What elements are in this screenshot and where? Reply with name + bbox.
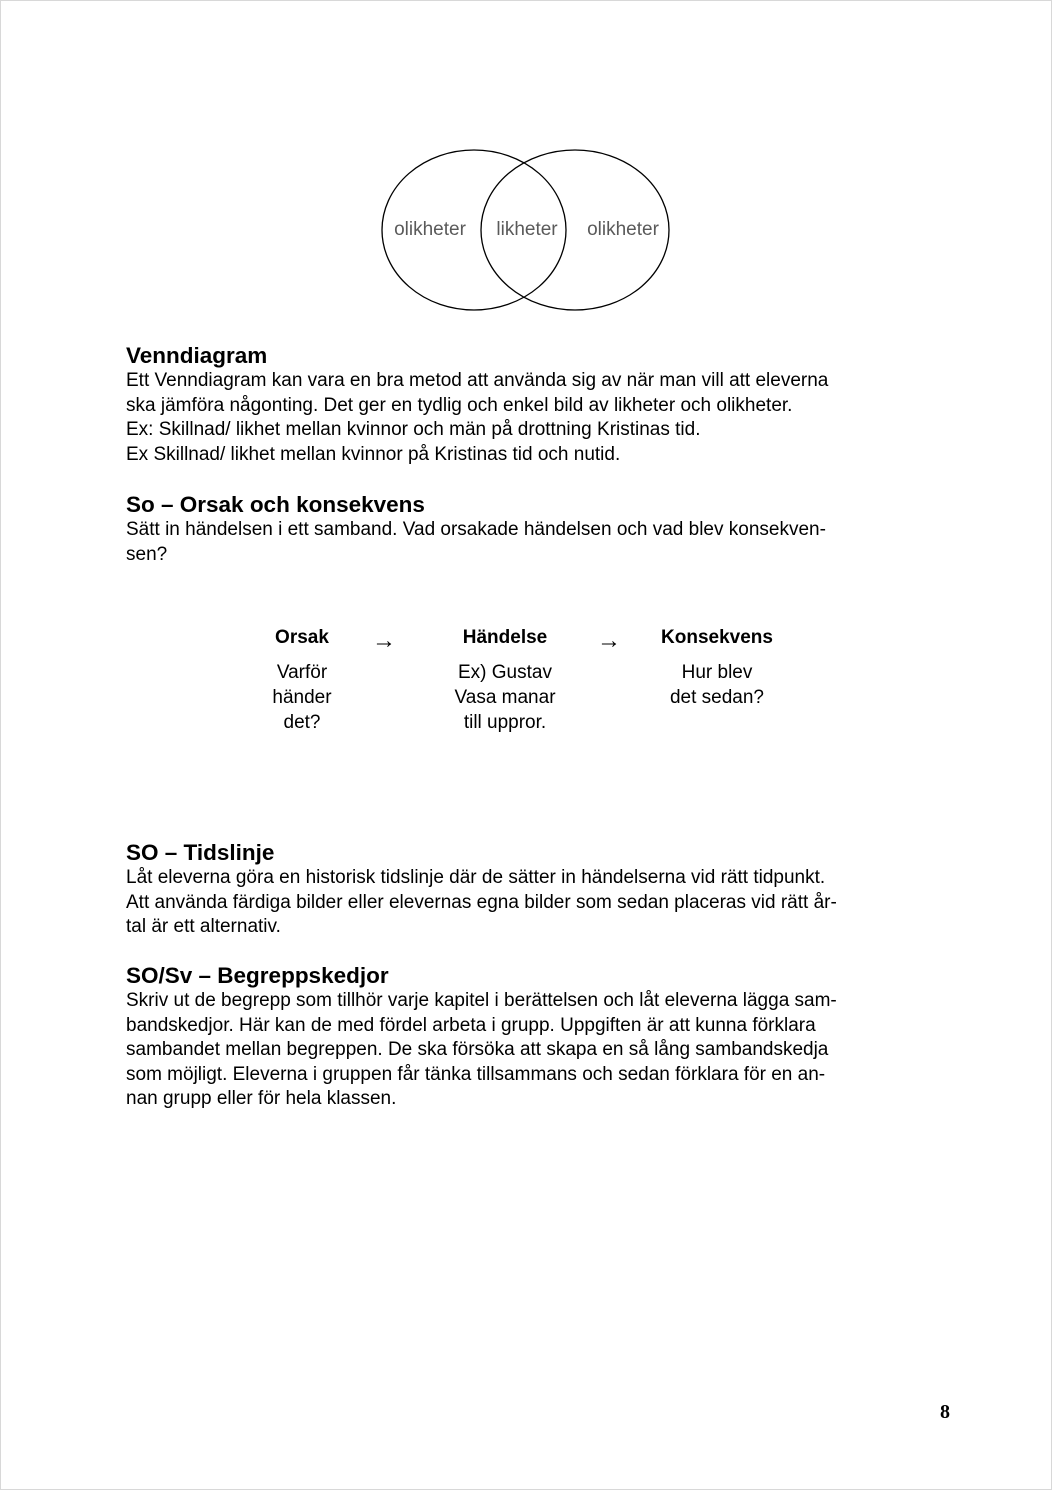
flow-column-handelse	[454, 626, 555, 735]
flow-heading-orsak: Orsak	[275, 627, 329, 648]
flow-text-line: till uppror.	[463, 712, 547, 733]
flow-heading-konsekvens: Konsekvens	[661, 627, 773, 648]
section-orsak	[126, 492, 926, 567]
venndiagram-line: Ex: Skillnad/ likhet mellan kvinnor och män på drottning Kristinas tid.	[126, 419, 701, 441]
venn-right-label: olikheter	[587, 219, 659, 240]
heading-tidslinje: SO – Tidslinje	[126, 840, 275, 865]
flow-heading-handelse: Händelse	[462, 627, 548, 648]
begreppskedjor-line: nan grupp eller för hela klassen.	[126, 1088, 397, 1110]
arrow-right-icon: →	[372, 627, 396, 654]
begreppskedjor-line: Skriv ut de begrepp som tillhör varje kapitel i berättelsen och låt eleverna lägga sam-	[126, 990, 837, 1011]
venn-middle-label: likheter	[496, 219, 558, 240]
flow-text-line: Ex) Gustav	[458, 662, 552, 683]
section-begreppskedjor	[126, 963, 926, 1112]
tidslinje-line: Att använda färdiga bilder eller elevernas egna bilder som sedan placeras vid rätt år-	[126, 891, 837, 913]
flow-text-line: det sedan?	[669, 687, 765, 708]
begreppskedjor-line: sambandet mellan begreppen. De ska försöka att skapa en så lång sambandskedja	[126, 1039, 829, 1061]
flow-text-line: händer	[272, 687, 332, 708]
arrow-right-icon: →	[597, 627, 621, 654]
flow-text-konsekvens	[661, 660, 773, 710]
begreppskedjor-line: bandskedjor. Här kan de med fördel arbeta i grupp. Uppgiften är att kunna förklara	[126, 1014, 816, 1036]
flow-text-line: Hur blev	[681, 662, 753, 683]
venndiagram-line: Ex Skillnad/ likhet mellan kvinnor på Kristinas tid och nutid.	[126, 443, 621, 465]
heading-orsak: So – Orsak och konsekvens	[126, 492, 425, 517]
orsak-line: Sätt in händelsen i ett samband. Vad orsakade händelsen och vad blev konsekven-	[126, 519, 826, 540]
heading-venndiagram: Venndiagram	[126, 343, 268, 368]
tidslinje-line: Låt eleverna göra en historisk tidslinje där de sätter in händelserna vid rätt tidpunkt.	[126, 867, 826, 888]
page-number: 8	[940, 1401, 950, 1423]
heading-begreppskedjor: SO/Sv – Begreppskedjor	[126, 963, 389, 988]
venndiagram-line: Ett Venndiagram kan vara en bra metod att använda sig av när man vill att eleverna	[126, 370, 829, 391]
flow-text-handelse	[454, 660, 555, 735]
venn-left-label: olikheter	[394, 219, 466, 240]
flow-column-orsak	[272, 626, 331, 735]
section-venndiagram	[126, 343, 926, 467]
venn-diagram	[372, 143, 682, 315]
tidslinje-line: tal är ett alternativ.	[126, 916, 281, 938]
flow-text-line: Vasa manar	[454, 687, 556, 708]
section-tidslinje	[126, 840, 926, 940]
flow-text-line: det?	[283, 712, 321, 733]
venndiagram-line: ska jämföra någonting. Det ger en tydlig och enkel bild av likheter och olikheter.	[126, 394, 793, 416]
flow-text-orsak	[272, 660, 331, 735]
begreppskedjor-line: som möjligt. Eleverna i gruppen får tänka tillsammans och sedan förklara för en an-	[126, 1063, 826, 1085]
flow-text-line: Varför	[276, 662, 328, 683]
flow-column-konsekvens	[661, 626, 773, 710]
orsak-line: sen?	[126, 543, 168, 565]
